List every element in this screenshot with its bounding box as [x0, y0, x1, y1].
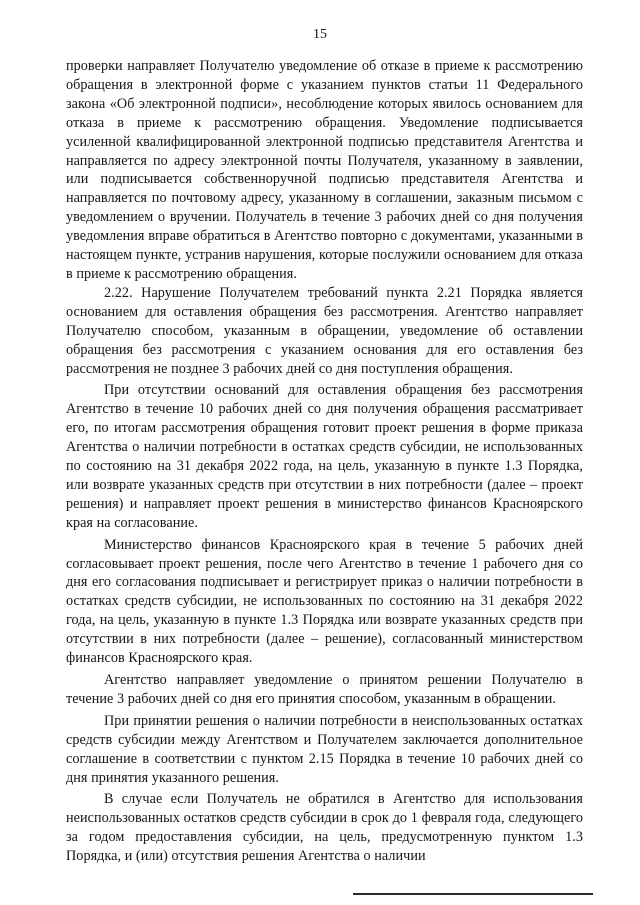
paragraph-2-22: 2.22. Нарушение Получателем требований пункта 2.21 Порядка является основанием для оставления обращения без рассмотрения. Агентство направляет Получателю способом, указанным в обращении, уведомление об оставлении обращения без рассмотрения с указанием основания для его оставления без рассмотрения не позднее 3 рабочих дней со дня поступления обращения. — [66, 284, 583, 377]
paragraph-3: При отсутствии оснований для оставления обращения без рассмотрения Агентство в течение 10 рабочих дней со дня получения обращения рассматривает его, по итогам рассмотрения обращения готовит проект решения в форме приказа Агентства о наличии потребности в остатках средств субсидии, не использованных по состоянию на 31 декабря 2022 года, на цель, указанную в пункте 1.3 Порядка, или возврате указанных средств при отсутствии в них потребности (далее – проект решения) и направляет проект решения в министерство финансов Красноярского края на согласование. — [66, 382, 583, 531]
document-body — [66, 57, 583, 866]
paragraph-4: Министерство финансов Красноярского края в течение 5 рабочих дней согласовывает проект решения, после чего Агентство в течение 1 рабочего дня со дня его согласования подписывает и регистрирует приказ о наличии потребности в остатках средств субсидии, не использованных по состоянию на 31 декабря 2022 года, на цель, указанную в пункте 1.3 Порядка или возврате указанных средств при отсутствии в них потребности (далее – решение), согласованный министерством финансов Красноярского края. — [66, 536, 583, 667]
paragraph-5: Агентство направляет уведомление о принятом решении Получателю в течение 3 рабочих дней со дня его принятия способом, указанным в обращении. — [66, 672, 583, 707]
paragraph-6: При принятии решения о наличии потребности в неиспользованных остатках средств субсидии между Агентством и Получателем заключается дополнительное соглашение в соответствии с пунктом 2.15 Порядка в течение 10 рабочих дней со дня принятия указанного решения. — [66, 712, 583, 786]
page-number: 15 — [313, 27, 327, 42]
paragraph-1: проверки направляет Получателю уведомление об отказе в приеме к рассмотрению обращения в электронной форме с указанием пунктов статьи 11 Федерального закона «Об электронной подписи», несоблюдение которых явилось основанием для отказа в приеме к рассмотрению обращения. Уведомление подписывается усиленной квалифицированной электронной подписью представителя Агентства и направляется по адресу электронной почты Получателя, указанному в заявлении, или подписывается собственноручной подписью представителя Агентства и направляется по почтовому адресу, указанному в соглашении, заказным письмом с уведомлением о вручении. Получатель в течение 3 рабочих дней со дня получения уведомления вправе обратиться в Агентство повторно с документами, указанными в настоящем пункте, устранив нарушения, которые послужили основанием для отказа в приеме к рассмотрению обращения. — [66, 58, 583, 282]
paragraph-7: В случае если Получатель не обратился в Агентство для использования неиспользованных остатков средств субсидии в срок до 1 февраля года, следующего за годом предоставления субсидии, на цель, предусмотренную пунктом 1.3 Порядка, и (или) отсутствия решения Агентства о наличии — [66, 791, 583, 865]
footer-rule — [353, 893, 593, 895]
